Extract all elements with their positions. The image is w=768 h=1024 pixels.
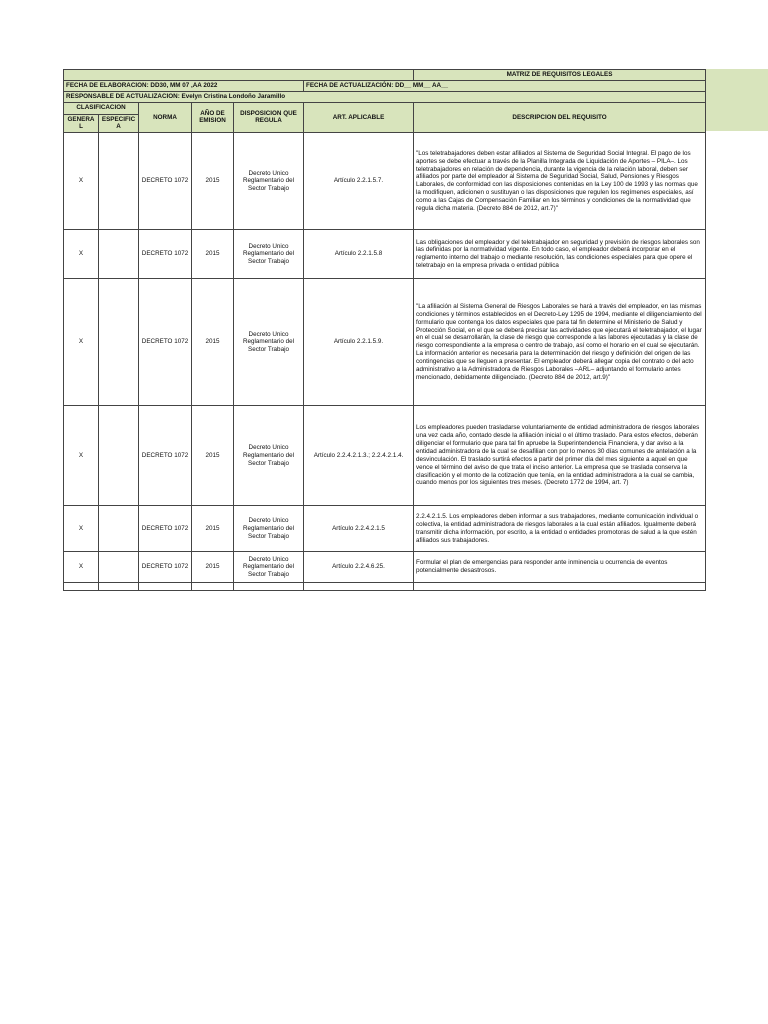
general-cell: X <box>64 552 99 583</box>
title-spacer <box>64 70 414 81</box>
norma-cell: DECRETO 1072 <box>139 406 192 506</box>
header-green-block <box>699 69 768 131</box>
articulo-cell: Artículo 2.2.4.2.1.5 <box>304 506 414 552</box>
table-row <box>64 230 706 279</box>
especifica-cell <box>99 133 139 230</box>
legal-requirements-matrix <box>63 69 706 591</box>
especifica-cell <box>99 230 139 279</box>
general-cell: X <box>64 406 99 506</box>
norma-cell: DECRETO 1072 <box>139 230 192 279</box>
general-cell: X <box>64 506 99 552</box>
empty-cell <box>414 583 706 591</box>
articulo-cell: Artículo 2.2.4.6.25. <box>304 552 414 583</box>
responsable-actualizacion: RESPONSABLE DE ACTUALIZACION: Evelyn Cristina Londoño Jaramillo <box>64 91 706 102</box>
anio-cell: 2015 <box>192 279 234 406</box>
col-general: GENERAL <box>64 114 99 133</box>
empty-cell <box>139 583 192 591</box>
articulo-cell: Artículo 2.2.1.5.8 <box>304 230 414 279</box>
articulo-cell: Artículo 2.2.1.5.7. <box>304 133 414 230</box>
table-row <box>64 406 706 506</box>
descripcion-cell: "Los teletrabajadores deben estar afiliados al Sistema de Seguridad Social Integral. El pago de los aportes se debe efectuar a través de la Planilla Integrada de Liquidación de Aportes – PILA–. Los teletrabajadores en relación de dependencia, durante la vigencia de la relación laboral, deben ser afiliados por parte del empleador al Sistema de Seguridad Social, Salud, Pensiones y Riesgos Laborales, de conformidad con las disposiciones contenidas en la Ley 100 de 1993 y las normas que la modifiquen, adicionen o sustituyan o las disposiciones que regulen los regímenes especiales, así como a las Cajas de Compensación Familiar en los términos y condiciones de la normatividad que regula dicha materia. (Decreto 884 de 2012, art.7)" <box>414 133 706 230</box>
table-row <box>64 552 706 583</box>
anio-cell: 2015 <box>192 230 234 279</box>
empty-cell <box>192 583 234 591</box>
matrix-title: MATRIZ DE REQUISITOS LEGALES <box>414 70 706 81</box>
especifica-cell <box>99 279 139 406</box>
disposicion-cell: Decreto Unico Reglamentario del Sector Trabajo <box>234 406 304 506</box>
general-cell: X <box>64 230 99 279</box>
articulo-cell: Artículo 2.2.4.2.1.3.; 2.2.4.2.1.4. <box>304 406 414 506</box>
norma-cell: DECRETO 1072 <box>139 133 192 230</box>
descripcion-cell: "La afiliación al Sistema General de Riesgos Laborales se hará a través del empleador, en las mismas condiciones y términos establecidos en el Decreto-Ley 1295 de 1994, mediante el diligenciamiento del formulario que contenga los datos especiales que para tal fin determine el Ministerio de Salud y Protección Social, en el que se deberá precisar las actividades que ejecutará el teletrabajador, el lugar en el cual se desarrollarán, la clase de riesgo que corresponde a las labores ejecutadas y la clase de riesgo correspondiente a la empresa o centro de trabajo, así como el horario en el cual se ejecutarán. La información anterior es necesaria para la determinación del riesgo y definición del origen de las contingencias que se lleguen a presentar. El empleador deberá allegar copia del contrato o del acto administrativo a la Administradora de Riesgos Laborales –ARL– adjuntando el formulario antes mencionado, debidamente diligenciado. (Decreto 884 de 2012, art.9)" <box>414 279 706 406</box>
col-anio: AÑO DE EMISION <box>192 102 234 133</box>
disposicion-cell: Decreto Unico Reglamentario del Sector Trabajo <box>234 279 304 406</box>
disposicion-cell: Decreto Unico Reglamentario del Sector Trabajo <box>234 506 304 552</box>
descripcion-cell: 2.2.4.2.1.5. Los empleadores deben informar a sus trabajadores, mediante comunicación individual o colectiva, la entidad administradora de riesgos laborales a la cual están afiliados. Igualmente deberá transmitir dicha información, por escrito, a la entidad o entidades promotoras de salud a la que estén afiliados sus trabajadores. <box>414 506 706 552</box>
disposicion-cell: Decreto Unico Reglamentario del Sector Trabajo <box>234 552 304 583</box>
anio-cell: 2015 <box>192 406 234 506</box>
col-norma: NORMA <box>139 102 192 133</box>
empty-row <box>64 583 706 591</box>
especifica-cell <box>99 406 139 506</box>
fecha-actualizacion: FECHA DE ACTUALIZACIÓN: DD__ MM__ AA__ <box>304 80 706 91</box>
especifica-cell <box>99 506 139 552</box>
disposicion-cell: Decreto Unico Reglamentario del Sector Trabajo <box>234 230 304 279</box>
descripcion-cell: Formular el plan de emergencias para responder ante inminencia u ocurrencia de eventos potencialmente desastrosos. <box>414 552 706 583</box>
table-row <box>64 133 706 230</box>
disposicion-cell: Decreto Unico Reglamentario del Sector Trabajo <box>234 133 304 230</box>
col-articulo: ART. APLICABLE <box>304 102 414 133</box>
articulo-cell: Artículo 2.2.1.5.9. <box>304 279 414 406</box>
norma-cell: DECRETO 1072 <box>139 279 192 406</box>
col-descripcion: DESCRIPCION DEL REQUISITO <box>414 102 706 133</box>
empty-cell <box>64 583 99 591</box>
empty-cell <box>234 583 304 591</box>
col-clasificacion: CLASIFICACION <box>64 102 139 114</box>
table-row <box>64 279 706 406</box>
anio-cell: 2015 <box>192 552 234 583</box>
table-row <box>64 506 706 552</box>
fecha-elaboracion: FECHA DE ELABORACION: DD30, MM 07 ,AA 2022 <box>64 80 304 91</box>
norma-cell: DECRETO 1072 <box>139 506 192 552</box>
anio-cell: 2015 <box>192 133 234 230</box>
anio-cell: 2015 <box>192 506 234 552</box>
descripcion-cell: Las obligaciones del empleador y del teletrabajador en seguridad y previsión de riesgos laborales son las definidas por la normatividad vigente. En todo caso, el empleador deberá incorporar en el reglamento interno del trabajo o mediante resolución, las condiciones especiales para que opere el teletrabajo en la empresa privada o entidad pública <box>414 230 706 279</box>
general-cell: X <box>64 279 99 406</box>
col-disposicion: DISPOSICION QUE REGULA <box>234 102 304 133</box>
empty-cell <box>99 583 139 591</box>
general-cell: X <box>64 133 99 230</box>
norma-cell: DECRETO 1072 <box>139 552 192 583</box>
empty-cell <box>304 583 414 591</box>
col-especifica: ESPECIFICA <box>99 114 139 133</box>
especifica-cell <box>99 552 139 583</box>
descripcion-cell: Los empleadores pueden trasladarse voluntariamente de entidad administradora de riesgos laborales una vez cada año, contado desde la afiliación inicial o el último traslado. Para estos efectos, deberán diligenciar el formulario que para tal fin apruebe la Superintendencia Financiera, y dar aviso a la entidad administradora de la cual se desafilian con por lo menos 30 días comunes de antelación a la desvinculación. El traslado surtirá efectos a partir del primer día del mes siguiente a aquel en que vence el término del aviso de que trata el inciso anterior. La empresa que se traslada conserva la clasificación y el monto de la cotización que tenía, en la entidad administradora a la cual se cambia, cuando menos por los siguientes tres meses. (Decreto 1772 de 1994, art. 7) <box>414 406 706 506</box>
